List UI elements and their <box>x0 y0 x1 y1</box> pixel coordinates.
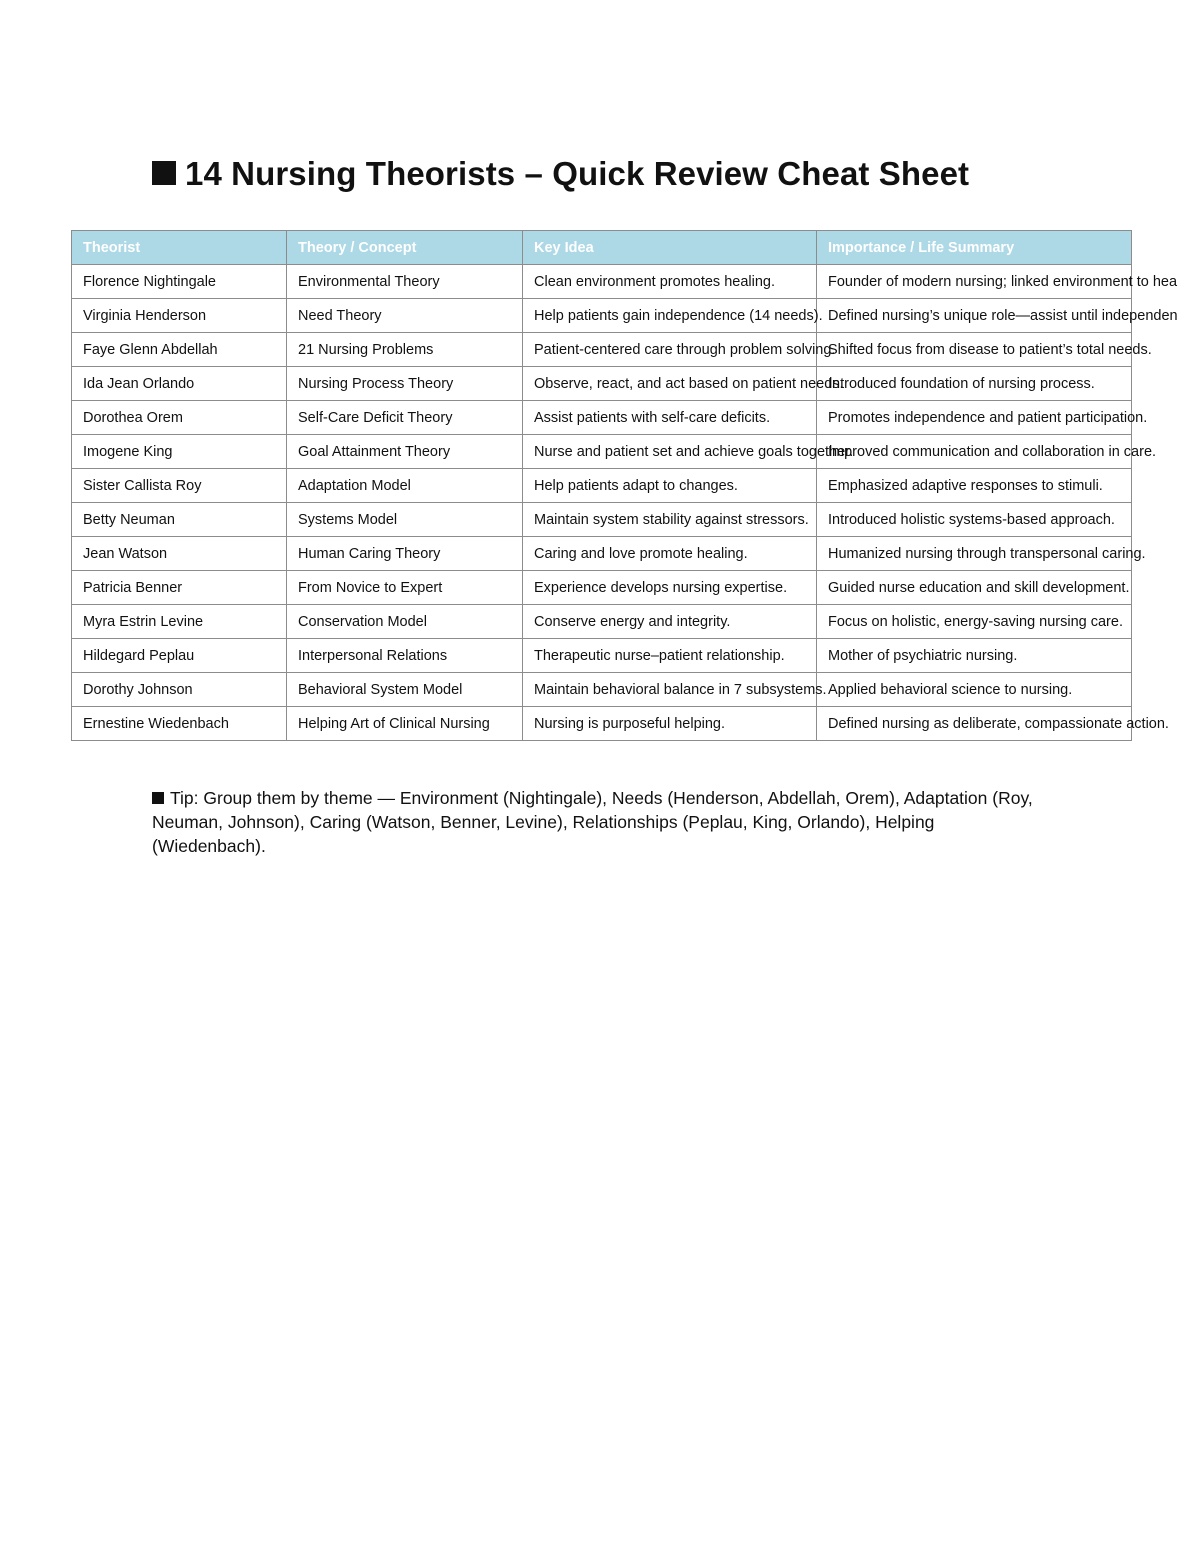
cell-theorist: Faye Glenn Abdellah <box>72 333 287 367</box>
cell-theorist: Imogene King <box>72 435 287 469</box>
table-row <box>72 707 1132 741</box>
cell-importance: Improved communication and collaboration in care. <box>817 435 1132 469</box>
cell-theory: From Novice to Expert <box>287 571 523 605</box>
cell-theorist: Dorothea Orem <box>72 401 287 435</box>
cell-theorist: Ida Jean Orlando <box>72 367 287 401</box>
table-row <box>72 401 1132 435</box>
cell-importance: Introduced holistic systems-based approach. <box>817 503 1132 537</box>
cell-importance: Guided nurse education and skill development. <box>817 571 1132 605</box>
cell-theory: Systems Model <box>287 503 523 537</box>
column-header-key-idea: Key Idea <box>523 231 817 265</box>
table-row <box>72 333 1132 367</box>
cell-theory: Human Caring Theory <box>287 537 523 571</box>
cell-importance: Emphasized adaptive responses to stimuli. <box>817 469 1132 503</box>
cell-key-idea: Nursing is purposeful helping. <box>523 707 817 741</box>
cell-theorist: Ernestine Wiedenbach <box>72 707 287 741</box>
cell-theory: Goal Attainment Theory <box>287 435 523 469</box>
table-header-row <box>72 231 1132 265</box>
cell-theory: Environmental Theory <box>287 265 523 299</box>
table-row <box>72 469 1132 503</box>
tip-text: Tip: Group them by theme — Environment (Nightingale), Needs (Henderson, Abdellah, Orem), Adaptation (Roy, Neuman, Johnson), Caring (Watson, Benner, Levine), Relationships (Peplau, King, Orlando), Helping (Wiedenbach). <box>152 788 1033 856</box>
cell-importance: Defined nursing’s unique role—assist until independen <box>817 299 1132 333</box>
cell-key-idea: Assist patients with self-care deficits. <box>523 401 817 435</box>
cell-importance: Humanized nursing through transpersonal caring. <box>817 537 1132 571</box>
cell-importance: Defined nursing as deliberate, compassionate action. <box>817 707 1132 741</box>
cell-theory: Need Theory <box>287 299 523 333</box>
cell-theory: Self-Care Deficit Theory <box>287 401 523 435</box>
cell-theorist: Myra Estrin Levine <box>72 605 287 639</box>
table-row <box>72 503 1132 537</box>
cell-theory: Nursing Process Theory <box>287 367 523 401</box>
cell-importance: Founder of modern nursing; linked environment to hea <box>817 265 1132 299</box>
cell-theory: Behavioral System Model <box>287 673 523 707</box>
square-bullet-icon <box>152 161 176 185</box>
column-header-theory: Theory / Concept <box>287 231 523 265</box>
cell-key-idea: Clean environment promotes healing. <box>523 265 817 299</box>
table-row <box>72 367 1132 401</box>
cell-theorist: Betty Neuman <box>72 503 287 537</box>
cell-theorist: Hildegard Peplau <box>72 639 287 673</box>
table-row <box>72 265 1132 299</box>
theorists-table <box>71 230 1178 741</box>
page-title <box>152 155 969 193</box>
cell-theory: 21 Nursing Problems <box>287 333 523 367</box>
cell-importance: Shifted focus from disease to patient’s total needs. <box>817 333 1132 367</box>
cell-theorist: Florence Nightingale <box>72 265 287 299</box>
cell-key-idea: Observe, react, and act based on patient needs. <box>523 367 817 401</box>
table-row <box>72 571 1132 605</box>
cell-importance: Promotes independence and patient participation. <box>817 401 1132 435</box>
column-header-theorist: Theorist <box>72 231 287 265</box>
table-row <box>72 435 1132 469</box>
cell-importance: Introduced foundation of nursing process. <box>817 367 1132 401</box>
cell-key-idea: Conserve energy and integrity. <box>523 605 817 639</box>
table-row <box>72 605 1132 639</box>
cell-key-idea: Nurse and patient set and achieve goals together. <box>523 435 817 469</box>
cell-theory: Conservation Model <box>287 605 523 639</box>
cell-key-idea: Experience develops nursing expertise. <box>523 571 817 605</box>
table-row <box>72 673 1132 707</box>
cell-theorist: Patricia Benner <box>72 571 287 605</box>
cell-key-idea: Maintain system stability against stressors. <box>523 503 817 537</box>
cell-key-idea: Caring and love promote healing. <box>523 537 817 571</box>
tip-paragraph <box>152 786 1052 858</box>
table-row <box>72 537 1132 571</box>
cell-key-idea: Therapeutic nurse–patient relationship. <box>523 639 817 673</box>
column-header-importance: Importance / Life Summary <box>817 231 1132 265</box>
cell-theory: Helping Art of Clinical Nursing <box>287 707 523 741</box>
cell-theorist: Jean Watson <box>72 537 287 571</box>
cell-key-idea: Patient-centered care through problem solving. <box>523 333 817 367</box>
cell-theorist: Sister Callista Roy <box>72 469 287 503</box>
cell-key-idea: Help patients adapt to changes. <box>523 469 817 503</box>
cell-theory: Interpersonal Relations <box>287 639 523 673</box>
cell-importance: Mother of psychiatric nursing. <box>817 639 1132 673</box>
page-title-text: 14 Nursing Theorists – Quick Review Cheat Sheet <box>185 155 970 192</box>
cell-theorist: Virginia Henderson <box>72 299 287 333</box>
table-row <box>72 639 1132 673</box>
cell-theorist: Dorothy Johnson <box>72 673 287 707</box>
cell-key-idea: Help patients gain independence (14 needs). <box>523 299 817 333</box>
cell-key-idea: Maintain behavioral balance in 7 subsystems. <box>523 673 817 707</box>
table-row <box>72 299 1132 333</box>
square-bullet-icon <box>152 792 164 804</box>
cell-importance: Focus on holistic, energy-saving nursing care. <box>817 605 1132 639</box>
cell-importance: Applied behavioral science to nursing. <box>817 673 1132 707</box>
cell-theory: Adaptation Model <box>287 469 523 503</box>
